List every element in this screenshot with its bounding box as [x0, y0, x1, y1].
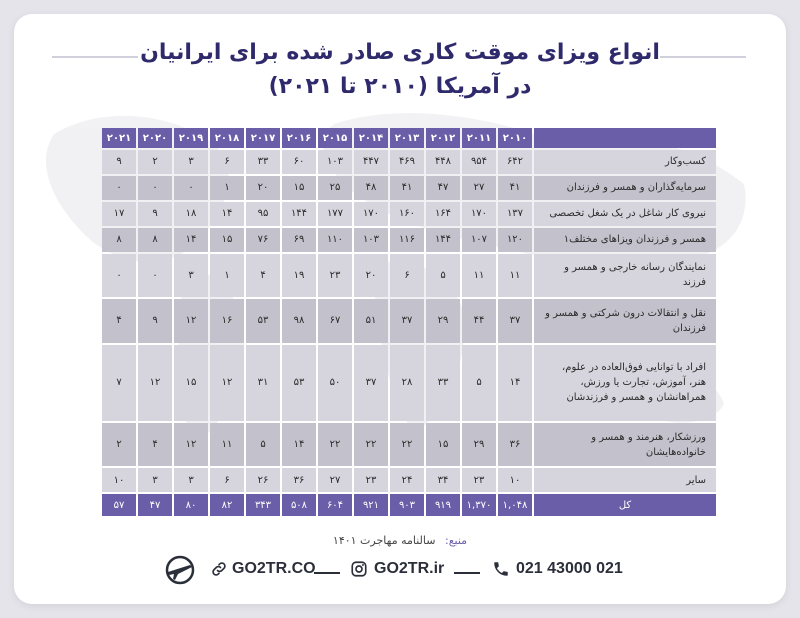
- table-row: [102, 254, 716, 298]
- source-note: [14, 534, 786, 547]
- total-cell: ۸۰: [174, 494, 208, 516]
- row-label: افراد با توانایی فوق‌العاده در علوم، هنر، آموزش، تجارت یا ورزش، همراهانشان و همسر و فرزندشان: [534, 345, 716, 421]
- table-cell: ۱: [210, 254, 244, 298]
- table-cell: ۳: [138, 468, 172, 492]
- table-cell: ۳۷: [354, 345, 388, 421]
- table-cell: ۱۴: [174, 228, 208, 252]
- table-cell: ۲۹: [426, 299, 460, 343]
- phone-icon: [492, 560, 510, 578]
- table-cell: ۱۳۷: [498, 202, 532, 226]
- year-header: ۲۰۱۵: [318, 128, 352, 148]
- table-cell: ۲۳: [318, 254, 352, 298]
- year-header: ۲۰۱۴: [354, 128, 388, 148]
- row-label: سایر: [534, 468, 716, 492]
- year-header: ۲۰۱۸: [210, 128, 244, 148]
- source-label: منبع:: [444, 534, 468, 547]
- table-row: [102, 468, 716, 492]
- table-cell: ۱۲: [210, 345, 244, 421]
- table-cell: ۳۶: [498, 423, 532, 467]
- total-cell: ۵۷: [102, 494, 136, 516]
- table-cell: ۴۱: [390, 176, 424, 200]
- link-icon: [210, 560, 228, 578]
- table-cell: ۱۰۳: [354, 228, 388, 252]
- table-cell: ۰: [138, 254, 172, 298]
- table-cell: ۲۲: [390, 423, 424, 467]
- table-cell: ۹: [102, 150, 136, 174]
- footer-separator: [314, 572, 340, 574]
- table-cell: ۱۰۳: [318, 150, 352, 174]
- footer-contacts: [14, 552, 786, 592]
- table-cell: ۲: [138, 150, 172, 174]
- year-header: ۲۰۱۳: [390, 128, 424, 148]
- total-cell: ۱,۳۷۰: [462, 494, 496, 516]
- table-cell: ۴۱: [498, 176, 532, 200]
- table-cell: ۰: [102, 254, 136, 298]
- total-row: [102, 494, 716, 516]
- table-cell: ۱۶: [210, 299, 244, 343]
- year-header: ۲۰۱۷: [246, 128, 280, 148]
- table-cell: ۳: [174, 468, 208, 492]
- year-header: ۲۰۱۱: [462, 128, 496, 148]
- table-row: [102, 345, 716, 421]
- table-cell: ۵: [426, 254, 460, 298]
- table-cell: ۱۵: [210, 228, 244, 252]
- table-cell: ۶: [390, 254, 424, 298]
- website-link[interactable]: GO2TR.CO: [232, 560, 316, 577]
- footer-separator: [454, 572, 480, 574]
- table-cell: ۱۵: [426, 423, 460, 467]
- table-cell: ۲۲: [318, 423, 352, 467]
- table-cell: ۵: [246, 423, 280, 467]
- total-cell: ۹۱۹: [426, 494, 460, 516]
- page-subtitle: در آمریکا (۲۰۱۰ تا ۲۰۲۱): [268, 74, 532, 99]
- table-cell: ۶: [210, 468, 244, 492]
- table-cell: ۹: [138, 299, 172, 343]
- row-label: نقل و انتقالات درون شرکتی و همسر و فرزندان: [534, 299, 716, 343]
- table-cell: ۲۳: [354, 468, 388, 492]
- table-cell: ۲۰: [354, 254, 388, 298]
- total-label: کل: [534, 494, 716, 516]
- table-cell: ۹: [138, 202, 172, 226]
- table-cell: ۱۲: [174, 423, 208, 467]
- table-cell: ۲۷: [462, 176, 496, 200]
- year-header: ۲۰۱۲: [426, 128, 460, 148]
- plane-logo-icon: [164, 554, 196, 586]
- table-cell: ۱۲: [174, 299, 208, 343]
- table-cell: ۱۲۰: [498, 228, 532, 252]
- table-cell: ۹۵۴: [462, 150, 496, 174]
- table-cell: ۱۲: [138, 345, 172, 421]
- table-cell: ۵۳: [246, 299, 280, 343]
- table-cell: ۲۳: [462, 468, 496, 492]
- table-row: [102, 423, 716, 467]
- table-cell: ۱۴: [210, 202, 244, 226]
- table-cell: ۱۴۴: [282, 202, 316, 226]
- visa-table: [100, 126, 718, 518]
- table-cell: ۶: [210, 150, 244, 174]
- table-cell: ۱۴: [498, 345, 532, 421]
- total-cell: ۴۷: [138, 494, 172, 516]
- table-cell: ۲۲: [354, 423, 388, 467]
- table-cell: ۱۴۴: [426, 228, 460, 252]
- row-label: نیروی کار شاغل در یک شغل تخصصی: [534, 202, 716, 226]
- total-cell: ۸۲: [210, 494, 244, 516]
- title-block: [14, 36, 786, 104]
- table-cell: ۴۷: [426, 176, 460, 200]
- table-cell: ۴۴۸: [426, 150, 460, 174]
- table-cell: ۱۱۶: [390, 228, 424, 252]
- table-cell: ۰: [138, 176, 172, 200]
- instagram-handle[interactable]: GO2TR.ir: [374, 560, 445, 577]
- table-cell: ۳۷: [390, 299, 424, 343]
- table-cell: ۴۴۷: [354, 150, 388, 174]
- row-label: همسر و فرزندان ویزاهای مختلف۱: [534, 228, 716, 252]
- table-cell: ۱۱۰: [318, 228, 352, 252]
- table-cell: ۴: [138, 423, 172, 467]
- row-label: سرمایه‌گذاران و همسر و فرزندان: [534, 176, 716, 200]
- table-header-row: [102, 128, 716, 148]
- table-cell: ۳۳: [246, 150, 280, 174]
- table-cell: ۱۰: [102, 468, 136, 492]
- table-cell: ۱۷۷: [318, 202, 352, 226]
- total-cell: ۱,۰۴۸: [498, 494, 532, 516]
- year-header: ۲۰۱۰: [498, 128, 532, 148]
- table-cell: ۲۰: [246, 176, 280, 200]
- year-header: ۲۰۲۰: [138, 128, 172, 148]
- table-cell: ۵۱: [354, 299, 388, 343]
- total-cell: ۳۴۳: [246, 494, 280, 516]
- row-label: ورزشکار، هنرمند و همسر و خانواده‌هایشان: [534, 423, 716, 467]
- table-cell: ۲: [102, 423, 136, 467]
- table-cell: ۲۶: [246, 468, 280, 492]
- table-cell: ۴۸: [354, 176, 388, 200]
- table-cell: ۳۳: [426, 345, 460, 421]
- table-cell: ۸: [138, 228, 172, 252]
- table-cell: ۱۷: [102, 202, 136, 226]
- source-text: سالنامه مهاجرت ۱۴۰۱: [332, 534, 436, 547]
- table-cell: ۶۷: [318, 299, 352, 343]
- table-cell: ۴۴: [462, 299, 496, 343]
- table-cell: ۱۱: [210, 423, 244, 467]
- table-cell: ۶۹: [282, 228, 316, 252]
- year-header: ۲۰۱۹: [174, 128, 208, 148]
- table-cell: ۲۵: [318, 176, 352, 200]
- table-cell: ۱۷۰: [462, 202, 496, 226]
- table-cell: ۱۶۴: [426, 202, 460, 226]
- year-header: ۲۰۲۱: [102, 128, 136, 148]
- table-cell: ۱۱: [498, 254, 532, 298]
- table-cell: ۵۰: [318, 345, 352, 421]
- table-row: [102, 299, 716, 343]
- table-cell: ۱۵: [282, 176, 316, 200]
- row-label: نمایندگان رسانه خارجی و همسر و فرزند: [534, 254, 716, 298]
- table-cell: ۲۸: [390, 345, 424, 421]
- table-cell: ۲۷: [318, 468, 352, 492]
- table-cell: ۶۰: [282, 150, 316, 174]
- table-cell: ۰: [102, 176, 136, 200]
- total-cell: ۹۰۳: [390, 494, 424, 516]
- infographic-card: [14, 14, 786, 604]
- total-cell: ۹۲۱: [354, 494, 388, 516]
- table-row: [102, 202, 716, 226]
- table-cell: ۱۶۰: [390, 202, 424, 226]
- table-cell: ۱۴: [282, 423, 316, 467]
- table-cell: ۵۳: [282, 345, 316, 421]
- page-title: انواع ویزای موقت کاری صادر شده برای ایرانیان: [140, 40, 660, 65]
- table-cell: ۷۶: [246, 228, 280, 252]
- row-label: کسب‌وکار: [534, 150, 716, 174]
- table-cell: ۱۱: [462, 254, 496, 298]
- table-cell: ۳: [174, 254, 208, 298]
- instagram-icon: [350, 560, 368, 578]
- table-cell: ۶۴۲: [498, 150, 532, 174]
- table-cell: ۰: [174, 176, 208, 200]
- table-row: [102, 228, 716, 252]
- table-cell: ۵: [462, 345, 496, 421]
- table-cell: ۳۴: [426, 468, 460, 492]
- total-cell: ۶۰۴: [318, 494, 352, 516]
- table-cell: ۱۸: [174, 202, 208, 226]
- table-cell: ۲۴: [390, 468, 424, 492]
- table-cell: ۳۱: [246, 345, 280, 421]
- table-cell: ۱۵: [174, 345, 208, 421]
- table-cell: ۴۶۹: [390, 150, 424, 174]
- table-cell: ۸: [102, 228, 136, 252]
- table-cell: ۳۷: [498, 299, 532, 343]
- table-cell: ۱: [210, 176, 244, 200]
- table-cell: ۱۰۷: [462, 228, 496, 252]
- table-cell: ۷: [102, 345, 136, 421]
- table-cell: ۱۷۰: [354, 202, 388, 226]
- table-cell: ۱۰: [498, 468, 532, 492]
- table-cell: ۹۵: [246, 202, 280, 226]
- table-cell: ۹۸: [282, 299, 316, 343]
- year-header: ۲۰۱۶: [282, 128, 316, 148]
- table-cell: ۴: [102, 299, 136, 343]
- table-cell: ۱۹: [282, 254, 316, 298]
- table-cell: ۳: [174, 150, 208, 174]
- phone-number[interactable]: 021 43000 021: [516, 560, 623, 577]
- table-cell: ۳۶: [282, 468, 316, 492]
- table-row: [102, 150, 716, 174]
- total-cell: ۵۰۸: [282, 494, 316, 516]
- header-corner: [534, 128, 716, 148]
- table-cell: ۴: [246, 254, 280, 298]
- table-row: [102, 176, 716, 200]
- table-cell: ۲۹: [462, 423, 496, 467]
